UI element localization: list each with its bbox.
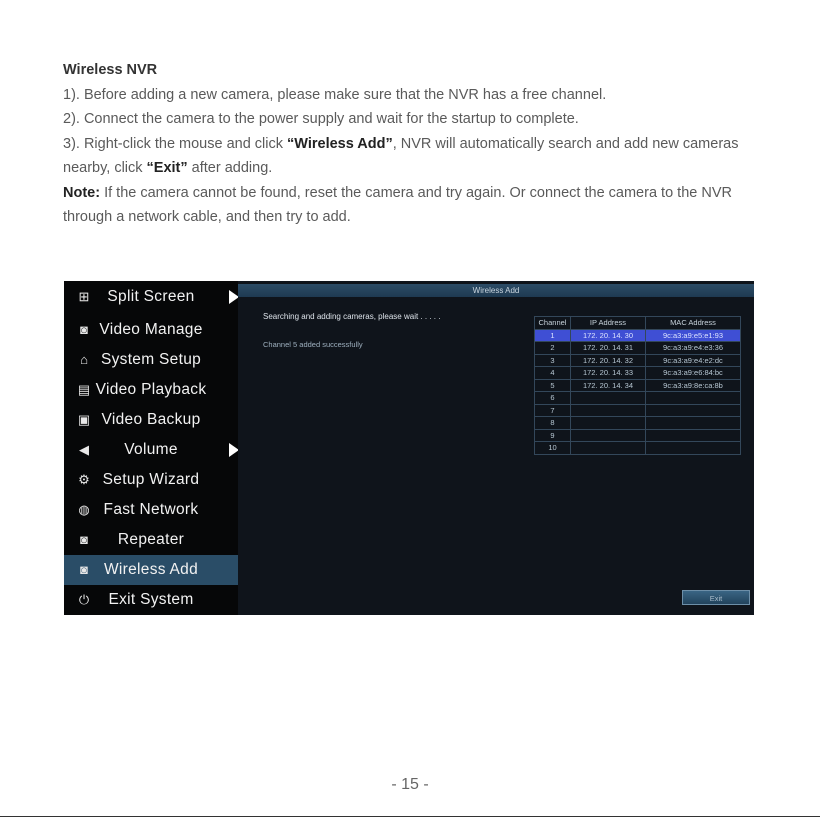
- channel-cell: 4: [535, 367, 571, 380]
- menu-item-split-screen[interactable]: [64, 282, 238, 312]
- menu-item-exit-system[interactable]: [64, 585, 238, 615]
- column-header: MAC Address: [646, 317, 741, 330]
- ip-cell: 172. 20. 14. 31: [571, 342, 646, 355]
- step-3-suffix: after adding.: [187, 160, 273, 176]
- context-menu: [64, 281, 238, 615]
- menu-item-label: Wireless Add: [103, 561, 199, 578]
- bottom-divider: [0, 816, 820, 817]
- channel-cell: 7: [535, 404, 571, 417]
- step-3-prefix: 3). Right-click the mouse and click: [63, 135, 288, 152]
- column-header: Channel: [535, 317, 571, 330]
- mac-cell: [646, 392, 741, 405]
- power-icon: ⏻: [78, 592, 90, 607]
- mac-cell: [646, 404, 741, 417]
- table-row[interactable]: [535, 392, 741, 405]
- menu-item-label: Video Backup: [101, 411, 201, 428]
- menu-item-label: Fast Network: [103, 501, 199, 518]
- speaker-icon: ◀: [79, 442, 89, 457]
- note-text: If the camera cannot be found, reset the camera and try again. Or connect the camera to the NVR through a network cable, and then try to add.: [63, 184, 732, 225]
- nvr-screenshot: [64, 281, 754, 615]
- ip-cell: [571, 404, 646, 417]
- mac-cell: 9c:a3:a9:e4:e2:dc: [646, 354, 741, 367]
- note-label: Note:: [63, 184, 101, 201]
- section-heading: Wireless NVR: [63, 62, 158, 78]
- home-icon: ⌂: [80, 352, 88, 367]
- channel-cell: 9: [535, 429, 571, 442]
- mac-cell: 9c:a3:a9:e4:e3:36: [646, 342, 741, 355]
- menu-item-video-playback[interactable]: [64, 375, 238, 405]
- wireless-add-dialog: [238, 281, 754, 615]
- table-row[interactable]: [535, 429, 741, 442]
- status-searching: Searching and adding cameras, please wait . . . . .: [263, 312, 441, 321]
- camera-icon: ◙: [80, 562, 88, 577]
- menu-item-label: Volume: [124, 441, 178, 458]
- channel-cell: 2: [535, 342, 571, 355]
- manual-text: [63, 58, 763, 230]
- table-row[interactable]: [535, 417, 741, 430]
- ip-cell: [571, 429, 646, 442]
- menu-item-video-backup[interactable]: [64, 405, 238, 435]
- mac-cell: 9c:a3:a9:8e:ca:8b: [646, 379, 741, 392]
- grid-icon: ⊞: [78, 289, 90, 304]
- menu-item-repeater[interactable]: [64, 525, 238, 555]
- table-row[interactable]: [535, 404, 741, 417]
- step-3: [63, 132, 763, 181]
- page-number: - 15 -: [391, 776, 429, 793]
- table-row[interactable]: [535, 342, 741, 355]
- channel-cell: 10: [535, 442, 571, 455]
- menu-item-setup-wizard[interactable]: [64, 465, 238, 495]
- channel-cell: 3: [535, 354, 571, 367]
- save-icon: ▣: [77, 412, 91, 427]
- mac-cell: 9c:a3:a9:e5:e1:93: [646, 329, 741, 342]
- globe-icon: ◍: [78, 502, 90, 517]
- step-3-mid: , NVR will automatically search and add new cameras nearby, click: [63, 135, 739, 176]
- gears-icon: ⚙: [78, 472, 90, 487]
- film-icon: ▤: [77, 382, 91, 397]
- table-header-row: [535, 317, 741, 330]
- menu-item-label: System Setup: [100, 351, 202, 368]
- camera-icon: ◙: [80, 532, 88, 547]
- exit-button[interactable]: Exit: [682, 590, 750, 605]
- mac-cell: [646, 429, 741, 442]
- menu-item-label: Video Playback: [95, 381, 207, 398]
- menu-item-label: Setup Wizard: [102, 471, 200, 488]
- ip-cell: 172. 20. 14. 32: [571, 354, 646, 367]
- menu-item-label: Exit System: [108, 591, 194, 608]
- menu-item-system-setup[interactable]: [64, 345, 238, 375]
- ip-cell: 172. 20. 14. 30: [571, 329, 646, 342]
- ip-cell: [571, 417, 646, 430]
- step-3-wireless-add: “Wireless Add”: [287, 135, 393, 152]
- note: [63, 181, 763, 230]
- status-added: Channel 5 added successfully: [263, 340, 363, 349]
- step-1: 1). Before adding a new camera, please make sure that the NVR has a free channel.: [63, 86, 607, 103]
- dialog-title: Wireless Add: [238, 284, 754, 297]
- camera-table: [534, 316, 741, 455]
- menu-item-label: Split Screen: [107, 288, 195, 305]
- mac-cell: [646, 417, 741, 430]
- mac-cell: [646, 442, 741, 455]
- channel-cell: 1: [535, 329, 571, 342]
- channel-cell: 6: [535, 392, 571, 405]
- step-2: 2). Connect the camera to the power supply and wait for the startup to complete.: [63, 111, 579, 127]
- ip-cell: 172. 20. 14. 33: [571, 367, 646, 380]
- table-row[interactable]: [535, 379, 741, 392]
- camera-icon: ◙: [80, 322, 88, 337]
- table-row[interactable]: [535, 442, 741, 455]
- step-3-exit: “Exit”: [146, 160, 188, 176]
- table-row[interactable]: [535, 367, 741, 380]
- channel-cell: 8: [535, 417, 571, 430]
- table-row[interactable]: [535, 354, 741, 367]
- ip-cell: [571, 392, 646, 405]
- column-header: IP Address: [571, 317, 646, 330]
- ip-cell: [571, 442, 646, 455]
- menu-item-video-manage[interactable]: [64, 315, 238, 345]
- menu-item-label: Video Manage: [99, 321, 203, 338]
- ip-cell: 172. 20. 14. 34: [571, 379, 646, 392]
- menu-item-wireless-add[interactable]: [64, 555, 238, 585]
- menu-item-label: Repeater: [117, 531, 185, 548]
- menu-item-fast-network[interactable]: [64, 495, 238, 525]
- menu-item-volume[interactable]: [64, 435, 238, 465]
- table-row[interactable]: [535, 329, 741, 342]
- mac-cell: 9c:a3:a9:e6:84:bc: [646, 367, 741, 380]
- channel-cell: 5: [535, 379, 571, 392]
